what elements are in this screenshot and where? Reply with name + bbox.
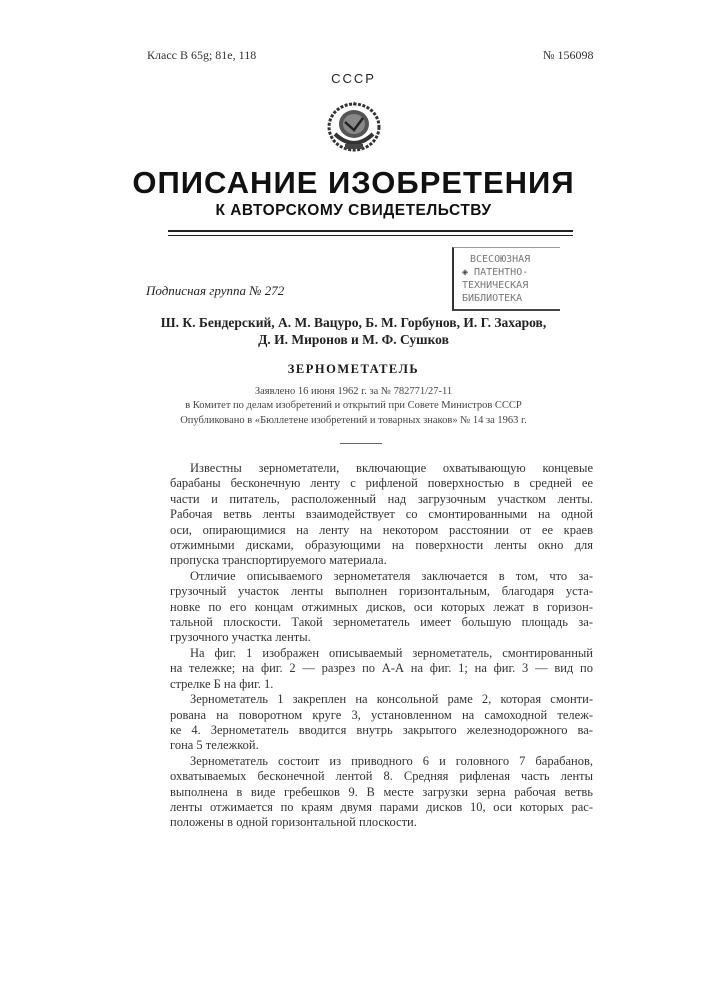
- authors-line: Ш. К. Бендерский, А. М. Вацуро, Б. М. Горбунов, И. Г. Захаров,: [0, 315, 707, 331]
- text-line: части и питатель, расположенный над загрузочным участком ленты.: [170, 492, 593, 507]
- stamp-line: ◈ ПАТЕНТНО-: [462, 266, 560, 279]
- country-label: СССР: [0, 71, 707, 86]
- publication-info: Опубликовано в «Бюллетене изобретений и товарных знаков» № 14 за 1963 г.: [0, 415, 707, 426]
- patent-number: № 156098: [543, 48, 593, 63]
- text-line: барабаны бесконечную ленту с рифленой поверхностью в средней ее: [170, 476, 593, 491]
- text-line: рована на поворотном круге 3, установленном на самоходной тележ-: [170, 708, 593, 723]
- paragraph: [170, 569, 593, 646]
- divider: [168, 235, 573, 236]
- text-line: Отличие описываемого зернометателя заключается в том, что за-: [170, 569, 593, 584]
- text-line: Рабочая ветвь ленты взаимодействует со смонтированными на одной: [170, 507, 593, 522]
- library-stamp: [452, 247, 560, 311]
- text-line: ке 4. Зернометатель вводится внутрь закрытого железнодорожного ва-: [170, 723, 593, 738]
- text-line: оси, опирающимися на ленту на некотором расстоянии от ее краев: [170, 523, 593, 538]
- paragraph: [170, 754, 593, 831]
- text-line: Зернометатель состоит из приводного 6 и головного 7 барабанов,: [170, 754, 593, 769]
- subscription-group: Подписная группа № 272: [146, 283, 284, 299]
- filing-info: Заявлено 16 июня 1962 г. за № 782771/27-11: [0, 386, 707, 397]
- ussr-emblem-icon: [327, 100, 381, 152]
- text-line: положены в одной горизонтальной плоскости.: [170, 815, 593, 830]
- authors-line: Д. И. Миронов и М. Ф. Сушков: [0, 332, 707, 348]
- paragraph: [170, 692, 593, 754]
- committee-info: в Комитет по делам изобретений и открытий при Совете Министров СССР: [0, 400, 707, 411]
- text-line: пропуска транспортируемого материала.: [170, 553, 593, 568]
- divider: [168, 230, 573, 232]
- text-line: Зернометатель 1 закреплен на консольной раме 2, которая смонти-: [170, 692, 593, 707]
- text-line: охватываемых бесконечной лентой 8. Средняя рифленая часть ленты: [170, 769, 593, 784]
- text-line: на тележке; на фиг. 2 — разрез по А-А на фиг. 1; на фиг. 3 — вид по: [170, 661, 593, 676]
- document-subtitle: К АВТОРСКОМУ СВИДЕТЕЛЬСТВУ: [0, 202, 707, 220]
- paragraph: [170, 461, 593, 569]
- text-line: ленты отжимается по краям двумя парами дисков 10, оси которых рас-: [170, 800, 593, 815]
- text-line: На фиг. 1 изображен описываемый зернометатель, смонтированный: [170, 646, 593, 661]
- stamp-line: БИБЛИОТЕКА: [462, 292, 560, 305]
- class-label: Класс В 65g; 81е, 118: [147, 48, 256, 63]
- text-line: новке по его концам отжимных дисков, оси которых лежат в горизон-: [170, 600, 593, 615]
- text-line: грузочного участка ленты.: [170, 630, 593, 645]
- text-line: стрелке Б на фиг. 1.: [170, 677, 593, 692]
- paragraph: [170, 646, 593, 692]
- description-body: [170, 461, 593, 831]
- stamp-line: ТЕХНИЧЕСКАЯ: [462, 279, 560, 292]
- text-line: грузочный участок ленты выполнен горизонтальным, благодаря уста-: [170, 584, 593, 599]
- text-line: тальной плоскости. Такой зернометатель имеет большую площадь за-: [170, 615, 593, 630]
- text-line: Известны зернометатели, включающие охватывающую концевые: [170, 461, 593, 476]
- stamp-symbol-icon: ◈: [462, 267, 474, 278]
- document-title: ОПИСАНИЕ ИЗОБРЕТЕНИЯ: [0, 165, 707, 201]
- divider: [340, 443, 382, 444]
- stamp-line: ВСЕСОЮЗНАЯ: [462, 253, 560, 266]
- invention-title: ЗЕРНОМЕТАТЕЛЬ: [0, 362, 707, 377]
- text-line: отжимными дисками, образующими на поверхности ленты окно для: [170, 538, 593, 553]
- text-line: выполнена в виде гребешков 9. В месте загрузки зерна рабочая ветвь: [170, 785, 593, 800]
- text-line: гона 5 тележкой.: [170, 738, 593, 753]
